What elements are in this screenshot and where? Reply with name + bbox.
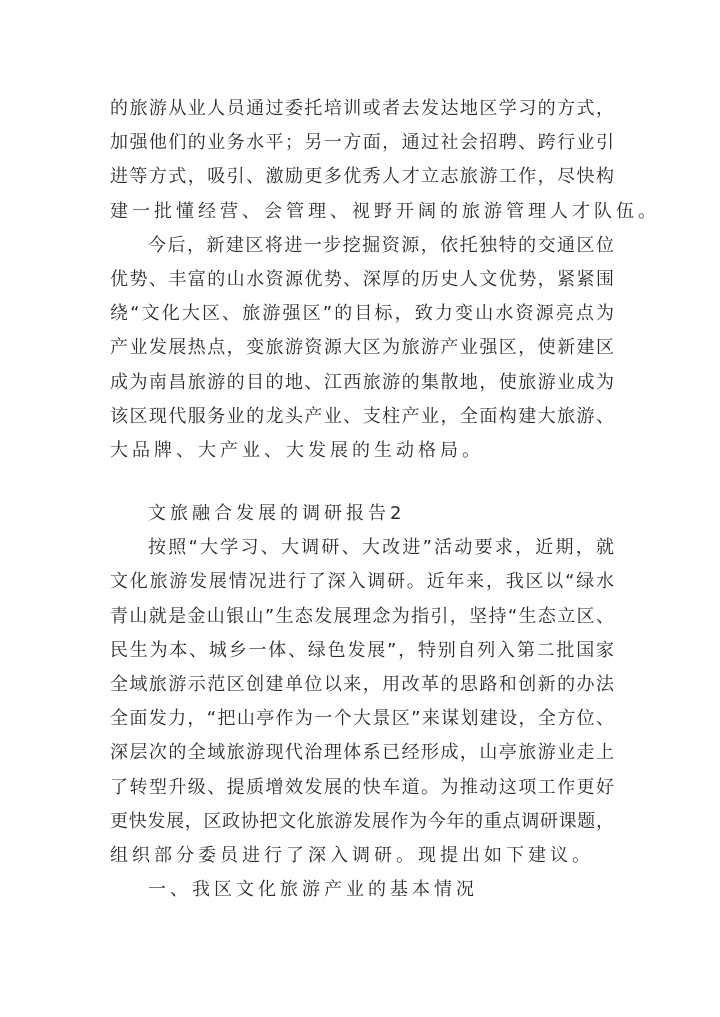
paragraph-line: 了转型升级、提质增效发展的快车道。为推动这项工作更好 [110, 776, 614, 798]
paragraph-line: 更快发展，区政协把文化旅游发展作为今年的重点调研课题， [110, 810, 614, 832]
paragraph-line: 进等方式，吸引、激励更多优秀人才立志旅游工作，尽快构 [110, 166, 614, 188]
paragraph-line: 民生为本、城乡一体、绿色发展”，特别自列入第二批国家 [110, 639, 614, 661]
paragraph-line: 青山就是金山银山”生态发展理念为指引，坚持“生态立区、 [110, 605, 614, 627]
paragraph-line: 加强他们的业务水平；另一方面，通过社会招聘、跨行业引 [110, 132, 614, 154]
paragraph-line: 建一批懂经营、会管理、视野开阔的旅游管理人才队伍。 [110, 200, 660, 222]
paragraph-line: 文化旅游发展情况进行了深入调研。近年来，我区以“绿水 [110, 571, 614, 593]
paragraph-gap [110, 468, 614, 497]
paragraph-line: 按照“大学习、大调研、大改进”活动要求，近期，就 [148, 537, 614, 559]
paragraph-line: 深层次的全域旅游现代治理体系已经形成，山亭旅游业走上 [110, 742, 614, 764]
paragraph-line: 优势、丰富的山水资源优势、深厚的历史人文优势，紧紧围 [110, 268, 614, 290]
paragraph-line: 组织部分委员进行了深入调研。现提出如下建议。 [110, 844, 594, 866]
paragraph-line: 全面发力，“把山亭作为一个大景区”来谋划建设，全方位、 [110, 708, 614, 730]
paragraph-line: 今后，新建区将进一步挖掘资源，依托独特的交通区位 [148, 234, 614, 256]
paragraph-line: 大品牌、大产业、大发展的生动格局。 [110, 439, 484, 461]
document-page [110, 92, 660, 907]
paragraph-line: 产业发展热点，变旅游资源大区为旅游产业强区，使新建区 [110, 337, 614, 359]
paragraph-line: 该区现代服务业的龙头产业、支柱产业，全面构建大旅游、 [110, 405, 614, 427]
paragraph-line: 的旅游从业人员通过委托培训或者去发达地区学习的方式， [110, 98, 614, 119]
section-heading: 一、我区文化旅游产业的基本情况 [148, 879, 478, 901]
paragraph-line: 成为南昌旅游的目的地、江西旅游的集散地，使旅游业成为 [110, 371, 614, 393]
paragraph-line: 全域旅游示范区创建单位以来，用改革的思路和创新的办法 [110, 674, 614, 695]
paragraph-line: 绕“文化大区、旅游强区”的目标，致力变山水资源亮点为 [110, 303, 614, 325]
section-title: 文旅融合发展的调研报告2 [148, 503, 406, 525]
